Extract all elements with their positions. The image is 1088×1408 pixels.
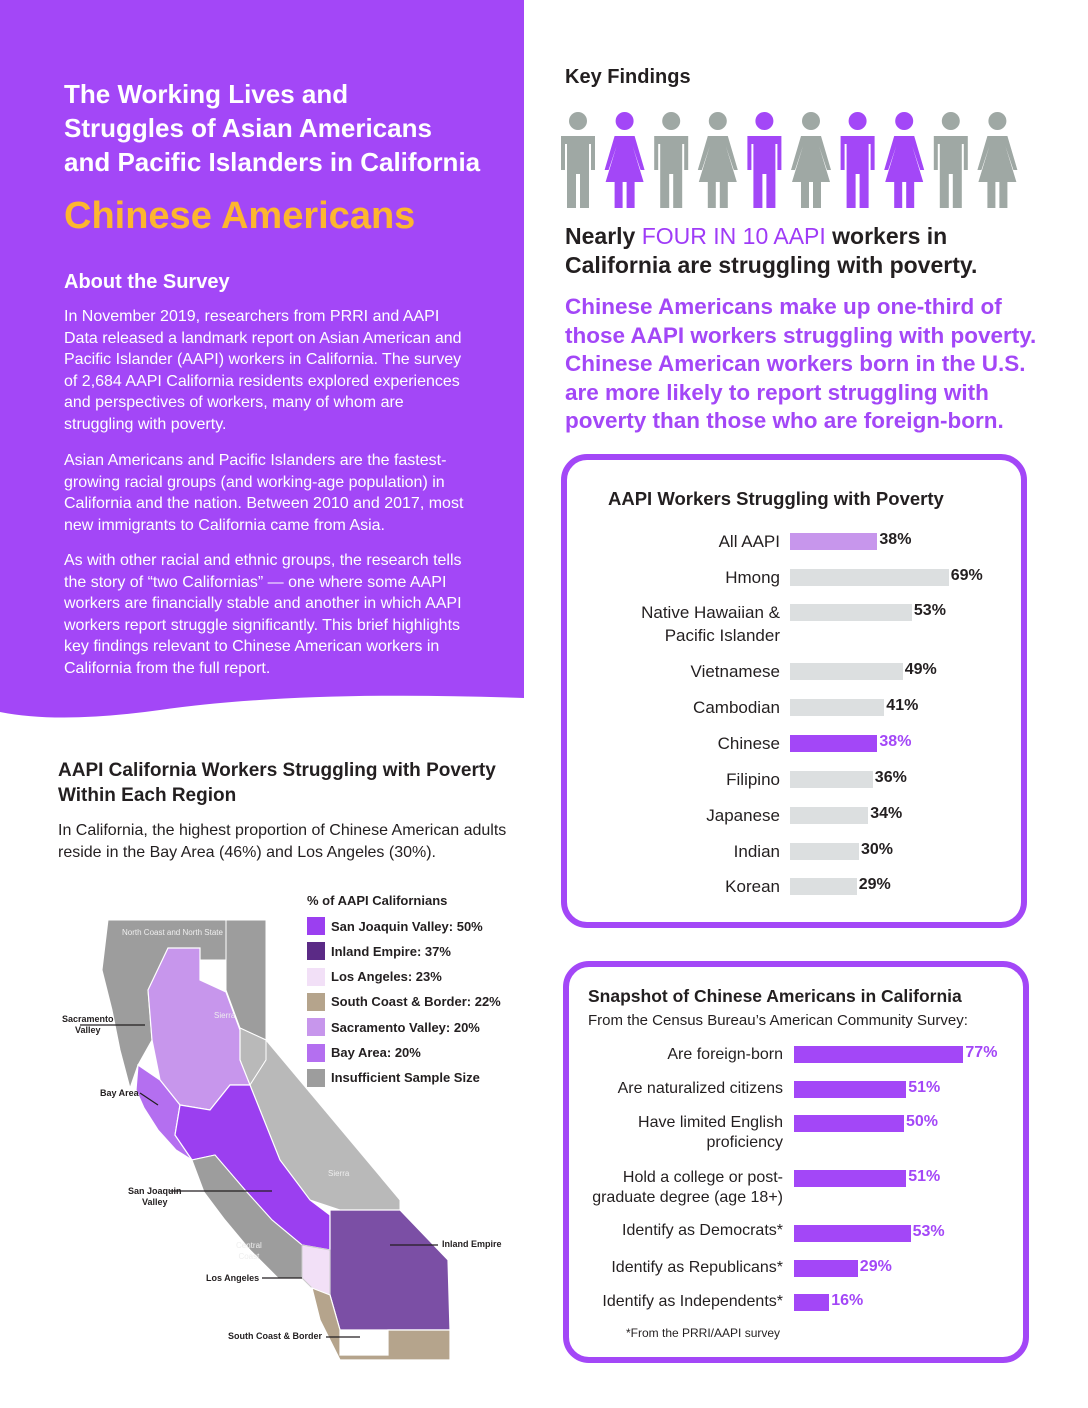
female-person-icon: [605, 112, 645, 208]
headline-text: Nearly: [565, 223, 642, 249]
report-title-line: and Pacific Islanders in California: [64, 147, 481, 177]
legend-swatch: [307, 942, 325, 960]
male-person-icon: [747, 112, 781, 208]
intro-panel: [0, 0, 524, 740]
female-person-icon: [977, 112, 1017, 208]
snapshot-category-label: Identify as Republicans*: [611, 1259, 783, 1276]
bar-value-label: 36%: [874, 769, 907, 786]
region-title-line: Within Each Region: [58, 785, 237, 806]
bar-category-label: All AAPI: [718, 532, 780, 551]
bar-value-label: 53%: [913, 602, 946, 619]
bar: [790, 604, 912, 621]
bar: [790, 807, 868, 824]
bar-category-label: Japanese: [706, 806, 780, 825]
bar-category-label: Native Hawaiian & Pacific Islander: [641, 603, 780, 645]
female-person-icon: [791, 112, 831, 208]
male-person-icon: [561, 112, 595, 208]
about-paragraph: In November 2019, researchers from PRRI and AAPI Data released a landmark report on Asian American and Pacific Islander (AAPI) workers in California. The survey of 2,684 AAPI California residents explored experiences and perspectives of workers, many of whom are struggling with poverty.: [64, 308, 462, 433]
bar: [790, 735, 877, 752]
bar-category-label: Chinese: [717, 734, 780, 753]
legend-swatch: [307, 1044, 325, 1062]
map-label-line: Central: [236, 1241, 262, 1250]
female-person-icon: [698, 112, 738, 208]
bar: [794, 1170, 906, 1187]
legend-label: Insufficient Sample Size: [331, 1070, 480, 1086]
legend-label: Los Angeles: 23%: [331, 969, 442, 985]
legend-swatch: [307, 993, 325, 1011]
male-person-icon: [934, 112, 968, 208]
female-person-icon: [884, 112, 924, 208]
legend-label: Inland Empire: 37%: [331, 943, 451, 959]
report-title-line: Struggles of Asian Americans: [64, 113, 432, 143]
legend-swatch: [307, 1069, 325, 1087]
legend-item: [307, 917, 483, 935]
map-label-north-coast: North Coast and North State: [122, 928, 223, 937]
bar-value-label: 69%: [950, 567, 983, 584]
map-legend-title: % of AAPI Californians: [307, 893, 448, 908]
key-finding-callout: Chinese Americans make up one-third of those AAPI workers struggling with poverty. Chinese American workers born in the U.S. are more likely to report struggling with poverty than those who are foreign-born.: [565, 294, 1037, 433]
about-heading: About the Survey: [64, 271, 230, 293]
map-label-inland-empire: Inland Empire: [442, 1239, 502, 1249]
snapshot-category-label: Are foreign-born: [667, 1046, 783, 1063]
legend-swatch: [307, 917, 325, 935]
bar-value-label: 34%: [870, 805, 903, 822]
map-region-los-angeles: [302, 1245, 330, 1295]
bar: [790, 878, 857, 895]
bar-value-label: 49%: [904, 661, 937, 678]
snapshot-footnote: *From the PRRI/AAPI survey: [626, 1326, 781, 1340]
legend-label: Bay Area: 20%: [331, 1045, 421, 1060]
map-label-line: Valley: [75, 1025, 101, 1035]
bar-category-label: Korean: [725, 877, 780, 896]
region-title-line: AAPI California Workers Struggling with Poverty: [58, 760, 496, 781]
male-person-icon: [654, 112, 688, 208]
subject-title: Chinese Americans: [64, 195, 416, 237]
bar-value-label: 41%: [886, 697, 919, 714]
legend-label: South Coast & Border: 22%: [331, 994, 501, 1010]
bar: [790, 771, 873, 788]
region-description: In California, the highest proportion of Chinese American adults reside in the Bay Area (46%) and Los Angeles (30%).: [58, 822, 507, 861]
snapshot-chart-title: Snapshot of Chinese Americans in California: [588, 986, 962, 1006]
map-label-line: Valley: [141, 1197, 168, 1207]
bar-value-label: 50%: [906, 1113, 939, 1130]
bar-value-label: 77%: [965, 1044, 998, 1061]
headline-highlight: FOUR IN 10 AAPI: [641, 223, 826, 249]
legend-swatch: [307, 968, 325, 986]
legend-item: [307, 968, 442, 986]
map-label-san-joaquin: [128, 1186, 182, 1208]
bar-category-label: Cambodian: [693, 698, 780, 717]
bar-value-label: 16%: [831, 1292, 864, 1309]
map-label-line: San Joaquin: [128, 1186, 182, 1196]
male-person-icon: [841, 112, 875, 208]
report-title: [64, 77, 484, 179]
map-label-south-coast: South Coast & Border: [228, 1331, 323, 1341]
snapshot-category-label: Are naturalized citizens: [617, 1080, 783, 1097]
bar-category-label: Vietnamese: [690, 662, 780, 681]
bar-value-label: 38%: [879, 531, 912, 548]
map-label-los-angeles: Los Angeles: [206, 1273, 260, 1283]
about-paragraph: Asian Americans and Pacific Islanders are the fastest-growing racial groups (and working-age population) in California and the nation. Between 2010 and 2017, most new immigrants to California came from Asia.: [64, 452, 464, 534]
snapshot-chart-subtitle: From the Census Bureau’s American Community Survey:: [588, 1012, 968, 1029]
bar: [794, 1260, 858, 1277]
legend-label: San Joaquin Valley: 50%: [331, 918, 483, 934]
bar: [790, 663, 903, 680]
bar: [790, 843, 859, 860]
bar-value-label: 38%: [879, 733, 912, 750]
region-section-title: [58, 758, 528, 808]
poverty-chart-title: AAPI Workers Struggling with Poverty: [608, 488, 944, 509]
bar: [794, 1115, 904, 1132]
bar: [790, 699, 884, 716]
snapshot-category-label: Have limited English proficiency: [638, 1114, 783, 1151]
map-label-line: Coast: [238, 1252, 260, 1261]
bar-value-label: 29%: [859, 1258, 892, 1275]
legend-item: [307, 1044, 421, 1062]
bar-value-label: 53%: [912, 1223, 945, 1240]
headline-text: workers in California are struggling with poverty.: [565, 223, 978, 278]
report-title-line: The Working Lives and: [64, 79, 349, 109]
bar-value-label: 51%: [908, 1079, 941, 1096]
bar: [794, 1046, 963, 1063]
bar-value-label: 51%: [908, 1168, 941, 1185]
map-label-line: Sacramento: [62, 1014, 114, 1024]
bar: [790, 533, 877, 550]
snapshot-category-label: Identify as Independents*: [602, 1293, 783, 1310]
bar: [790, 569, 949, 586]
legend-item: [307, 993, 501, 1011]
about-paragraph: As with other racial and ethnic groups, the research tells the story of “two Californias” — one where some AAPI workers are financially stable and another in which AAPI workers report struggle significantly. This brief highlights key findings relevant to Chinese American workers in California from the full report.: [64, 552, 462, 677]
legend-swatch: [307, 1018, 325, 1036]
bar-value-label: 30%: [861, 841, 894, 858]
key-findings-heading: Key Findings: [565, 66, 691, 88]
bar-value-label: 29%: [858, 876, 891, 893]
key-finding-headline: [565, 222, 1035, 280]
legend-label: Sacramento Valley: 20%: [331, 1019, 480, 1035]
legend-item: [307, 942, 451, 960]
map-label-sacramento: [62, 1014, 114, 1036]
map-region-inland-empire: [330, 1210, 450, 1330]
legend-item: [307, 1018, 480, 1036]
snapshot-category-label: Identify as Democrats*: [622, 1222, 783, 1239]
map-label-sierra-north: Sierra: [214, 1011, 236, 1020]
map-label-sierra-south: Sierra: [328, 1169, 350, 1178]
legend-item: [307, 1069, 480, 1087]
bar-category-label: Hmong: [725, 568, 780, 587]
bar: [794, 1081, 906, 1098]
people-pictogram: [558, 112, 1024, 210]
snapshot-category-label: Hold a college or post-graduate degree (age 18+): [592, 1169, 783, 1206]
bar: [794, 1294, 829, 1311]
bar-category-label: Filipino: [726, 770, 780, 789]
map-label-central-coast: [236, 1240, 262, 1262]
map-label-bay-area: Bay Area: [100, 1088, 139, 1098]
bar: [794, 1225, 911, 1242]
bar-category-label: Indian: [733, 842, 780, 861]
